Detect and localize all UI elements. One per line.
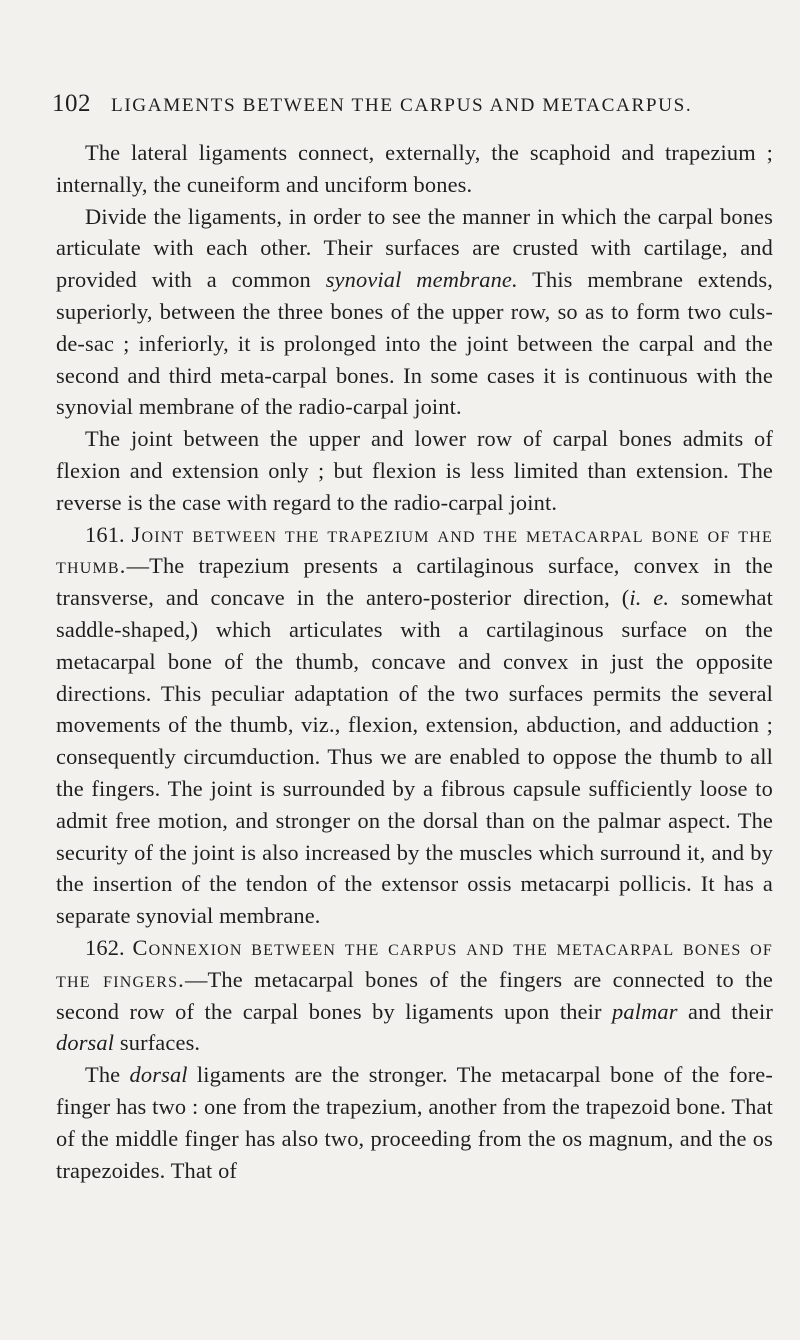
paragraph-text: —The trapezium presents a cartilaginous surface, convex in the transverse, and concave in the antero-posterior direction, ( <box>56 553 773 611</box>
italic-term: dorsal <box>129 1062 188 1088</box>
italic-term: i. e. <box>629 585 670 611</box>
paragraph-text: The joint between the upper and lower row of carpal bones admits of flexion and extension only ; but flexion is less limited than extension. The reverse is the case with regard to the radio-carpal joint. <box>56 426 773 515</box>
paragraph-text: somewhat saddle-shaped,) which articulates with a cartilaginous surface on the metacarpal bone of the thumb, concave and convex in just the opposite directions. This peculiar adaptation of the two surfaces permits the several movements of the thumb, viz., flexion, extension, abduction, and adduction ; consequently circumduction. Thus we are enabled to oppose the thumb to all the fingers. The joint is surrounded by a fibrous capsule sufficiently loose to admit free motion, and stronger on the dorsal than on the palmar aspect. The security of the joint is also increased by the muscles which surround it, and by the insertion of the tendon of the extensor ossis metacarpi pollicis. It has a separate synovial membrane. <box>56 585 773 929</box>
paragraph-text: surfaces. <box>114 1030 201 1056</box>
paragraph-dorsal-ligaments <box>56 1059 773 1186</box>
paragraph-carpal-articulation <box>56 201 773 424</box>
page-header <box>52 88 772 120</box>
section-number: 161. <box>85 521 125 547</box>
section-heading: Connexion between the carpus and the metacarpal bones of the fingers. <box>56 934 774 992</box>
running-title: LIGAMENTS BETWEEN THE CARPUS AND METACARPUS. <box>111 95 693 116</box>
paragraph-lateral-ligaments <box>56 137 773 201</box>
paragraph-text: The lateral ligaments connect, externally, the scaphoid and trapezium ; internally, the cuneiform and unciform bones. <box>56 140 773 197</box>
paragraph-section-162 <box>56 932 773 1059</box>
italic-term: synovial membrane. <box>325 267 518 293</box>
italic-term: dorsal <box>56 1030 115 1056</box>
paragraph-carpal-joint-motion <box>56 423 773 518</box>
paragraph-text: and their <box>677 998 774 1024</box>
paragraph-text: Divide the ligaments, in order to see the manner in which the carpal bones articulate with each other. Their surfaces are crusted with cartilage, and provided with a common <box>56 203 773 293</box>
italic-term: palmar <box>612 998 678 1024</box>
paragraph-text: The <box>85 1062 130 1088</box>
paragraph-section-161 <box>56 519 773 932</box>
body-text <box>56 137 773 1186</box>
page-number: 102 <box>52 90 91 117</box>
paragraph-text: —The metacarpal bones of the fingers are connected to the second row of the carpal bones by ligaments upon their <box>56 966 773 1024</box>
section-heading: Joint between the trapezium and the metacarpal bone of the thumb. <box>56 521 774 579</box>
paragraph-text: ligaments are the stronger. The metacarpal bone of the fore-finger has two : one from the trapezium, another from the trapezoid bone. That of the middle finger has also two, proceeding from the os magnum, and the os trapezoides. That of <box>56 1062 773 1183</box>
paragraph-text: This membrane extends, superiorly, between the three bones of the upper row, so as to form two culs-de-sac ; inferiorly, it is prolonged into the joint between the carpal and the second and third meta-carpal bones. In some cases it is continuous with the synovial membrane of the radio-carpal joint. <box>56 267 774 420</box>
section-number: 162. <box>85 934 125 960</box>
